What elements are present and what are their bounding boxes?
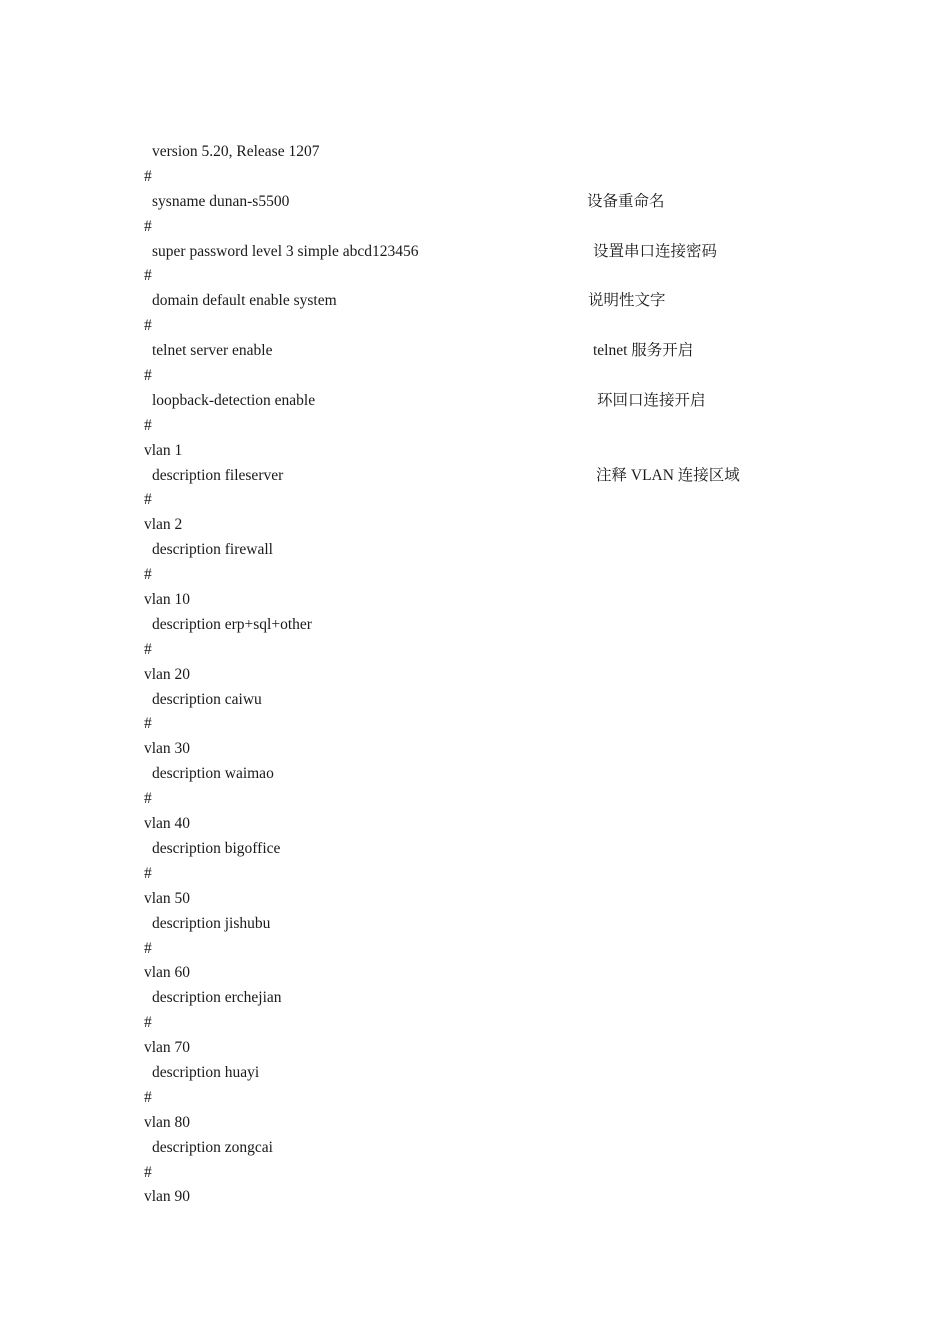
config-line	[144, 737, 844, 762]
config-command: description erchejian	[152, 989, 282, 1007]
config-command: domain default enable system	[152, 292, 337, 310]
config-command: description fileserver	[152, 466, 284, 484]
config-command: description firewall	[152, 541, 273, 559]
config-line	[144, 1111, 844, 1136]
config-command: description bigoffice	[152, 839, 281, 857]
config-line	[144, 240, 844, 265]
separator-line	[144, 1161, 844, 1186]
config-command: vlan 40	[144, 815, 191, 833]
separator-line	[144, 787, 844, 812]
config-command: #	[144, 640, 152, 658]
config-line	[144, 663, 844, 688]
config-line	[144, 887, 844, 912]
separator-line	[144, 862, 844, 887]
separator-line	[144, 364, 844, 389]
config-command: vlan 1	[144, 441, 183, 459]
separator-line	[144, 1086, 844, 1111]
config-line	[144, 538, 844, 563]
config-command: description waimao	[152, 765, 274, 783]
config-command: #	[144, 864, 152, 882]
config-annotation: telnet 服务开启	[593, 342, 694, 360]
separator-line	[144, 215, 844, 240]
config-command: vlan 2	[144, 516, 183, 534]
config-command: vlan 10	[144, 591, 191, 609]
separator-line	[144, 314, 844, 339]
config-command: telnet server enable	[152, 342, 273, 360]
config-line	[144, 688, 844, 713]
config-command: description caiwu	[152, 690, 262, 708]
separator-line	[144, 414, 844, 439]
config-line	[144, 439, 844, 464]
config-command: description zongcai	[152, 1138, 273, 1156]
config-command: vlan 60	[144, 964, 191, 982]
separator-line	[144, 638, 844, 663]
config-command: #	[144, 715, 152, 733]
config-command: #	[144, 790, 152, 808]
config-command: description huayi	[152, 1063, 260, 1081]
config-line	[144, 912, 844, 937]
separator-line	[144, 165, 844, 190]
config-command: vlan 30	[144, 740, 191, 758]
config-line	[144, 762, 844, 787]
separator-line	[144, 488, 844, 513]
config-command: #	[144, 367, 152, 385]
config-command: #	[144, 939, 152, 957]
config-command: #	[144, 416, 152, 434]
config-annotation: 设备重命名	[587, 192, 665, 210]
separator-line	[144, 1011, 844, 1036]
config-command: description erp+sql+other	[152, 615, 312, 633]
config-command: vlan 20	[144, 665, 191, 683]
config-command: vlan 70	[144, 1039, 191, 1057]
config-line	[144, 339, 844, 364]
config-command: #	[144, 566, 152, 584]
config-command: #	[144, 267, 152, 285]
config-command: #	[144, 167, 152, 185]
config-command: version 5.20, Release 1207	[152, 143, 320, 160]
config-line	[144, 961, 844, 986]
separator-line	[144, 563, 844, 588]
config-line	[144, 140, 844, 165]
config-command: vlan 90	[144, 1188, 191, 1206]
separator-line	[144, 264, 844, 289]
config-line	[144, 1036, 844, 1061]
config-command: #	[144, 491, 152, 509]
config-line	[144, 812, 844, 837]
config-command: #	[144, 1163, 152, 1181]
config-command: #	[144, 1088, 152, 1106]
config-line	[144, 389, 844, 414]
config-annotation: 注释 VLAN 连接区域	[596, 466, 740, 484]
config-annotation: 环回口连接开启	[597, 391, 706, 409]
config-command: #	[144, 1014, 152, 1032]
config-command: #	[144, 317, 152, 335]
config-command: loopback-detection enable	[152, 391, 316, 409]
config-line	[144, 613, 844, 638]
config-line	[144, 1061, 844, 1086]
config-line	[144, 190, 844, 215]
config-line	[144, 513, 844, 538]
config-listing	[144, 140, 844, 1210]
config-command: #	[144, 217, 152, 235]
config-command: super password level 3 simple abcd123456	[152, 242, 419, 260]
config-line	[144, 1136, 844, 1161]
config-command: vlan 80	[144, 1113, 191, 1131]
config-line	[144, 1185, 844, 1210]
config-line	[144, 588, 844, 613]
config-annotation: 设置串口连接密码	[593, 242, 718, 260]
separator-line	[144, 712, 844, 737]
config-line	[144, 289, 844, 314]
config-line	[144, 837, 844, 862]
config-line	[144, 986, 844, 1011]
config-command: vlan 50	[144, 889, 191, 907]
separator-line	[144, 937, 844, 962]
config-command: description jishubu	[152, 914, 271, 932]
config-annotation: 说明性文字	[588, 292, 666, 310]
config-command: sysname dunan-s5500	[152, 192, 290, 210]
config-line	[144, 464, 844, 489]
